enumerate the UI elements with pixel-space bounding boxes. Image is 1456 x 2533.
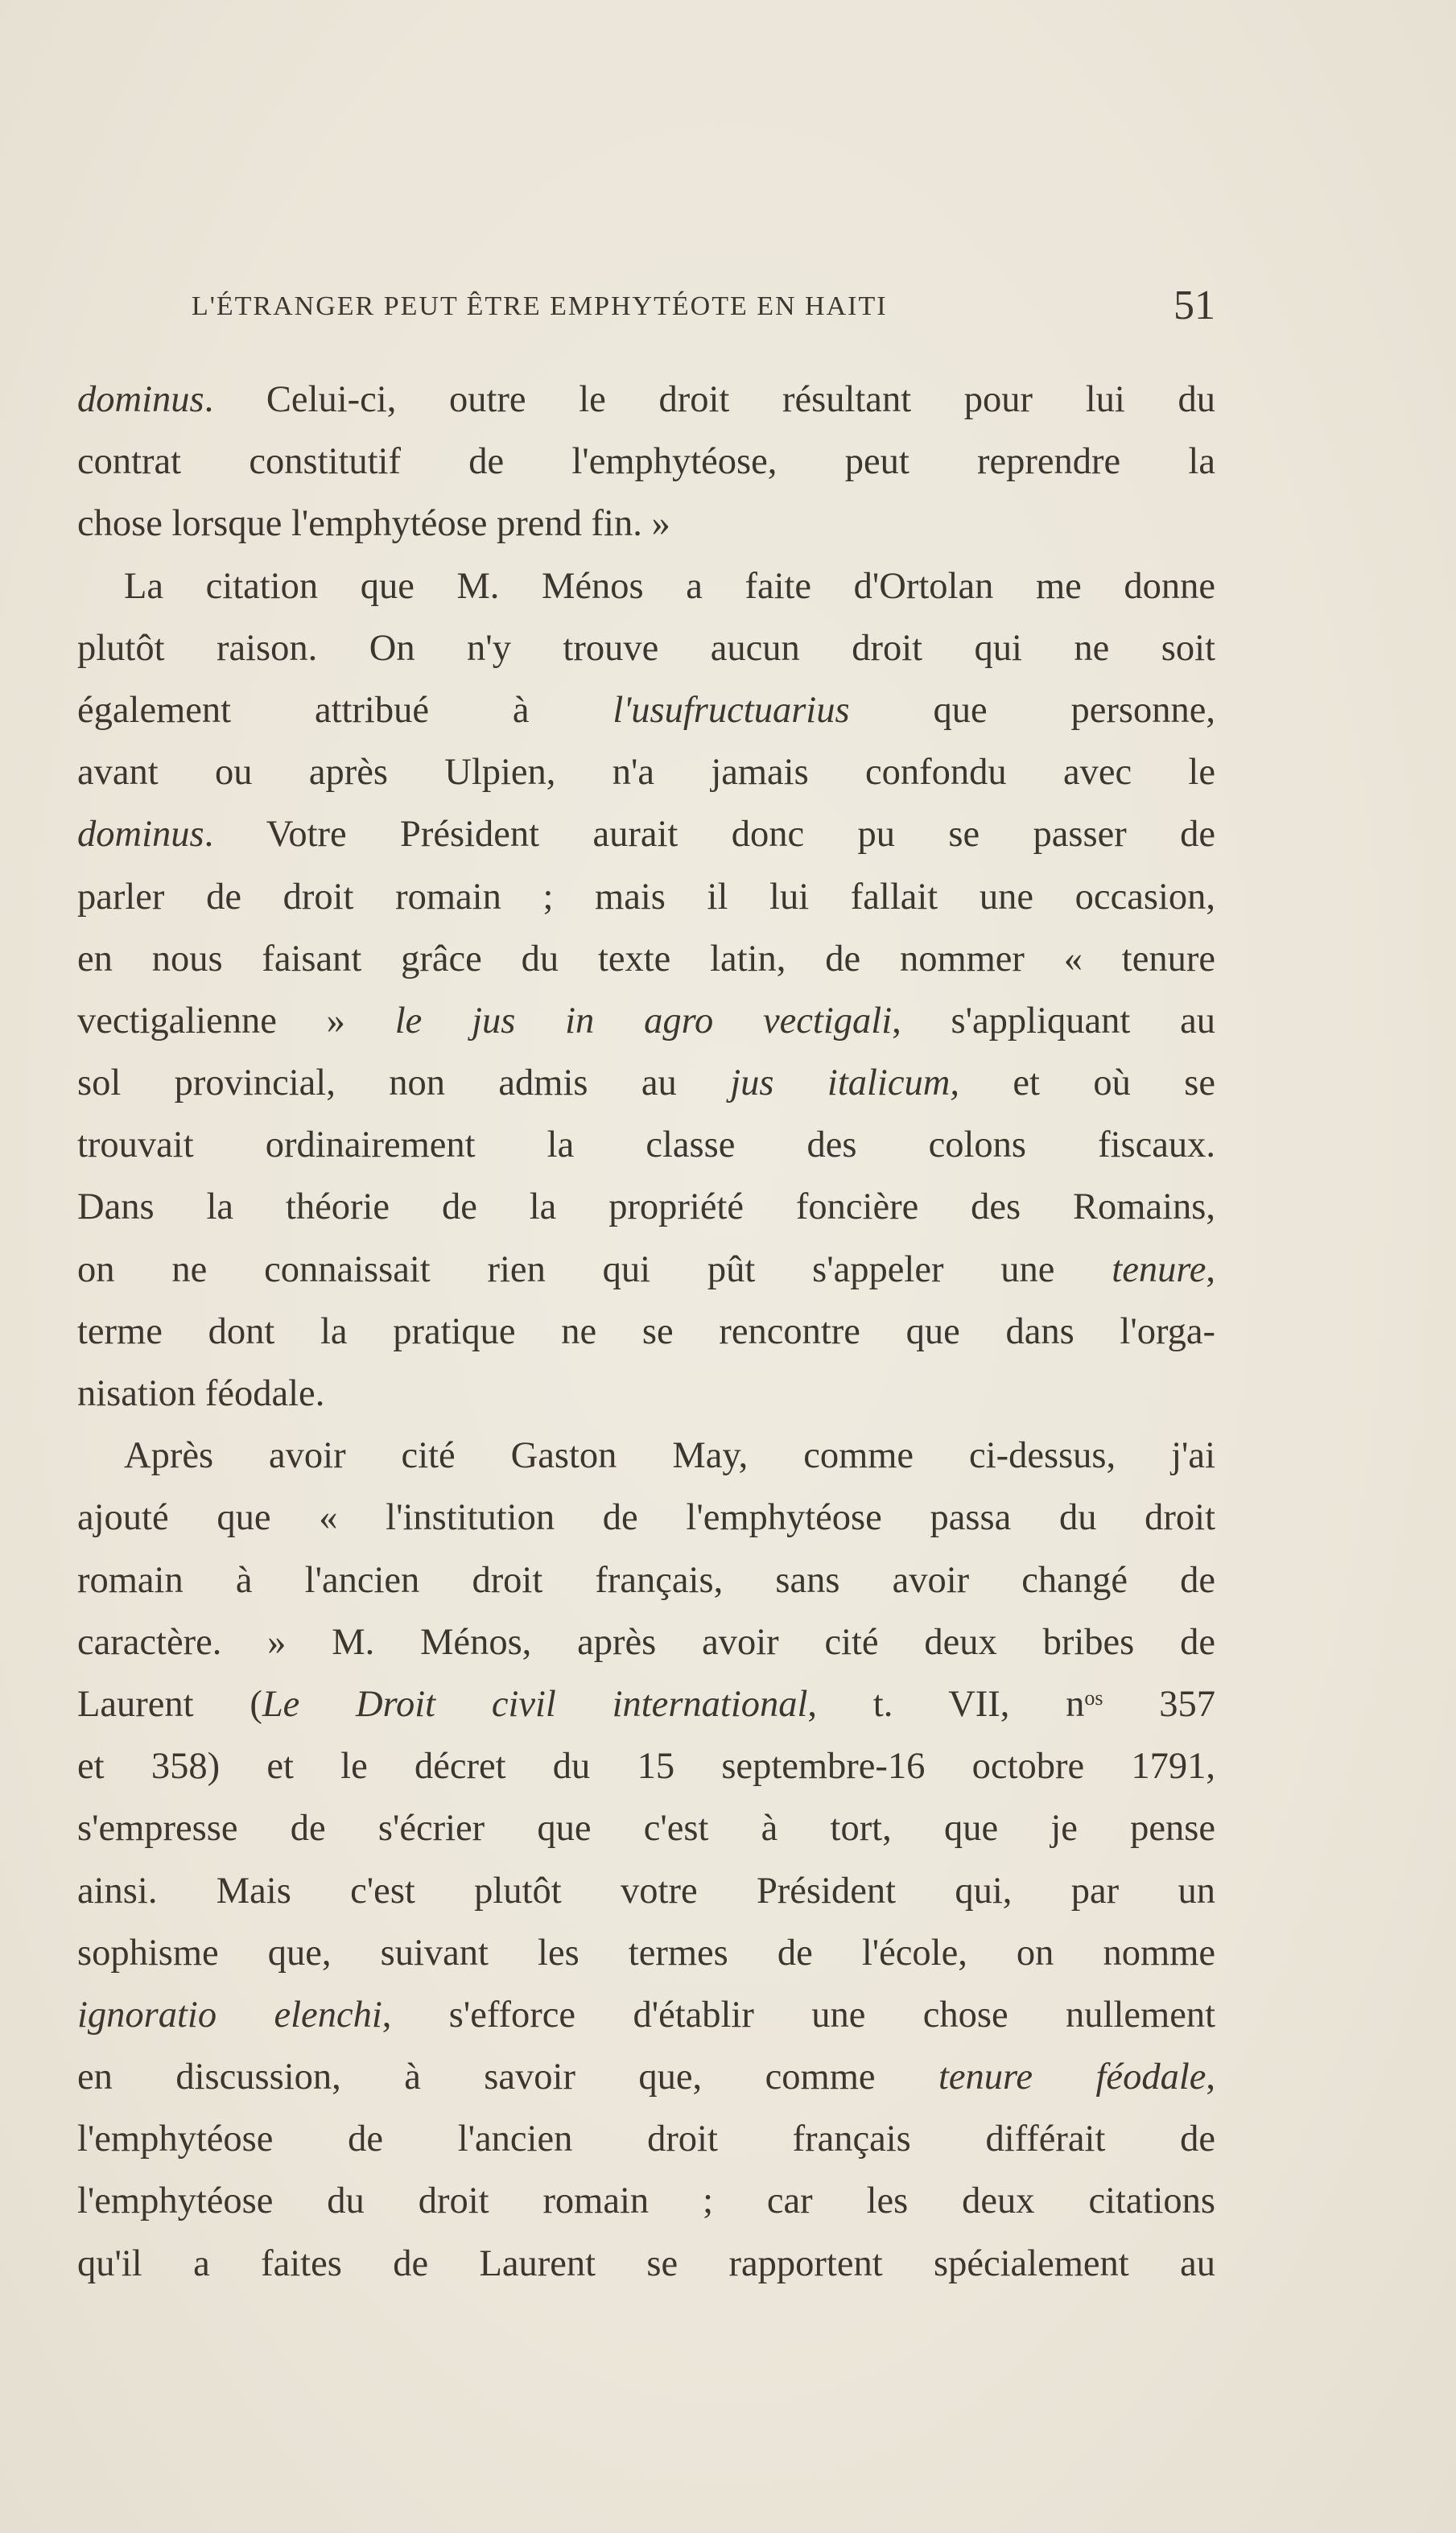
text-line: avant ou après Ulpien, n'a jamais confondu avec le <box>77 752 1215 794</box>
text-line: dominus. Celui-ci, outre le droit résultant pour lui du <box>77 379 1215 420</box>
text-line: trouvait ordinairement la classe des colons fiscaux. <box>77 1124 1215 1166</box>
text-line: et 358) et le décret du 15 septembre-16 octobre 1791, <box>77 1746 1215 1788</box>
text-line: sol provincial, non admis au jus italicum, et où se <box>77 1062 1216 1104</box>
text-line: Après avoir cité Gaston May, comme ci-dessus, j'ai <box>124 1435 1215 1477</box>
text-line: contrat constitutif de l'emphytéose, peut reprendre la <box>77 441 1215 483</box>
text-line: l'emphytéose du droit romain ; car les deux citations <box>77 2180 1215 2222</box>
text-line: on ne connaissait rien qui pût s'appeler une tenure, <box>77 1248 1215 1290</box>
text-line: Dans la théorie de la propriété foncière des Romains, <box>77 1186 1215 1228</box>
text-line: s'empresse de s'écrier que c'est à tort, que je pense <box>77 1808 1215 1850</box>
text-line: ajouté que « l'institution de l'emphytéose passa du droit <box>77 1497 1215 1539</box>
text-line: en nous faisant grâce du texte latin, de nommer « tenure <box>77 938 1215 980</box>
page-header <box>77 282 1215 338</box>
text-line: caractère. » M. Ménos, après avoir cité deux bribes de <box>77 1621 1215 1663</box>
text-line: nisation féodale. <box>77 1373 325 1414</box>
body-text <box>77 369 1215 2295</box>
text-line: en discussion, à savoir que, comme tenure féodale, <box>77 2057 1216 2098</box>
text-line: Laurent (Le Droit civil international, t. VII, $n^{os}$ 357 <box>77 1683 1215 1725</box>
text-line: ainsi. Mais c'est plutôt votre Président qui, par un <box>77 1870 1215 1912</box>
text-line: ignoratio elenchi, s'efforce d'établir une chose nullement <box>77 1994 1216 2036</box>
page-number: 51 <box>1173 283 1215 328</box>
text-line: vectigalienne » le jus in agro vectigali, s'appliquant au <box>77 1000 1215 1042</box>
text-line: terme dont la pratique ne se rencontre que dans l'orga- <box>77 1310 1215 1352</box>
text-line: romain à l'ancien droit français, sans avoir changé de <box>77 1559 1215 1601</box>
text-line: dominus. Votre Président aurait donc pu se passer de <box>77 814 1215 856</box>
text-line: plutôt raison. On n'y trouve aucun droit qui ne soit <box>77 627 1215 669</box>
text-line: qu'il a faites de Laurent se rapportent spécialement au <box>77 2242 1215 2284</box>
text-line: chose lorsque l'emphytéose prend fin. » <box>77 503 670 545</box>
text-line: également attribué à l'usufructuarius que personne, <box>77 689 1215 731</box>
text-line: parler de droit romain ; mais il lui fallait une occasion, <box>77 876 1215 918</box>
text-line: La citation que M. Ménos a faite d'Ortolan me donne <box>124 565 1215 607</box>
running-title: L'ÉTRANGER PEUT ÊTRE EMPHYTÉOTE EN HAITI <box>192 291 888 321</box>
text-line: l'emphytéose de l'ancien droit français différait de <box>77 2118 1215 2160</box>
text-line: sophisme que, suivant les termes de l'école, on nomme <box>77 1932 1215 1974</box>
